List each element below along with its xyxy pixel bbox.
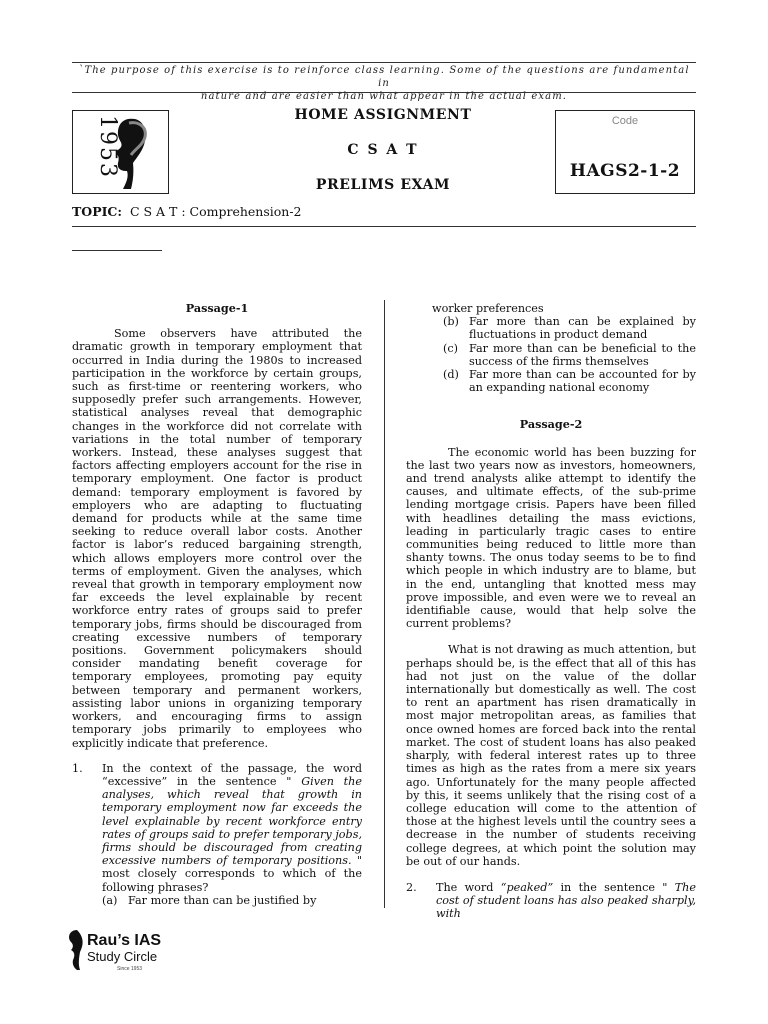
short-rule xyxy=(72,250,162,251)
question-1-quote: Given the analyses, which reveal that growth in temporary employment now far exceeds the level explainable by recent workforce entry rates of groups said to prefer temporary jobs, firms should be discouraged from creating excessive numbers of temporary positions. xyxy=(102,774,363,868)
question-2-stem xyxy=(436,881,696,921)
question-2 xyxy=(406,881,696,921)
footer-logo-mark xyxy=(65,928,195,972)
top-rule xyxy=(72,62,696,63)
topic-rule xyxy=(72,226,696,227)
passage-2-title: Passage-2 xyxy=(519,417,583,432)
title-home-assignment: HOME ASSIGNMENT xyxy=(294,107,472,123)
footer-brand-line-1: Rau’s IAS xyxy=(87,932,162,949)
option-1b[interactable] xyxy=(443,315,696,341)
question-1-tail: " most closely corresponds to which of the following phrases? xyxy=(102,854,362,894)
intro-bottom-rule xyxy=(72,92,696,93)
option-1a[interactable] xyxy=(102,894,362,907)
footer-logo-swirl xyxy=(69,930,83,970)
intro-note xyxy=(78,64,690,103)
option-text: Far more than can be explained by fluctuations in product demand xyxy=(469,315,696,342)
passage-2-para-1: The economic world has been buzzing for the last two years now as investors, homeowners, and trend analysts alike attempt to identify the causes, and ultimate effects, of the sub-prime lending mortgage crisis. Papers have been filled with headlines detailing the mass evictions, leading in particularly tragic cases to entire communities being reduced to little more than shanty towns. The onus today seems to be to find which people in which industry are to blame, but in the end, untangling that knotted mess may prove impossible, and even were we to reveal an identifiable cause, would that help solve the current problems? xyxy=(406,445,696,631)
intro-line-2: nature and are easier than what appear in the actual exam. xyxy=(200,91,568,102)
option-label: (a) xyxy=(102,893,118,907)
topic-label: TOPIC: xyxy=(72,204,122,219)
question-1-stem xyxy=(102,762,362,907)
question-2-quote: The cost of student loans has also peaked sharply, with xyxy=(436,880,697,921)
question-1 xyxy=(72,762,362,907)
code-label: Code xyxy=(611,115,639,127)
topic-line xyxy=(72,204,302,219)
passage-1-text: Some observers have attributed the dramatic growth in temporary employment that occurred in India during the 1980s to increased participation in the workforce by certain groups, such as first-time or reentering workers, who supposedly prefer such arrangements. However, statistical analyses reveal that demographic changes in the workforce did not correlate with variations in the total number of temporary workers. Instead, these analyses suggest that factors affecting employers account for the rise in temporary employment. One factor is product demand: temporary employment is favored by employers who are adapting to fluctuating demand for products while at the same time seeking to reduce overall labor costs. Another factor is labor’s reduced bargaining strength, which allows employers more control over the terms of employment. Given the analyses, which reveal that growth in temporary employment now far exceeds the level explainable by recent workforce entry rates of groups said to prefer temporary jobs, firms should be discouraged from creating excessive numbers of temporary positions. Government policymakers should consider mandating benefit coverage for temporary employees, promoting pay equity between temporary and permanent workers, assisting labor unions in organizing temporary workers, and encouraging firms to assign temporary jobs primarily to employees who explicitly indicate that preference. xyxy=(72,327,362,750)
intro-line-1: `The purpose of this exercise is to reinforce class learning. Some of the questions are fundamental in xyxy=(78,65,690,89)
footer-brand-line-2: Study Circle xyxy=(87,949,158,964)
topic-value: C S A T : Comprehension-2 xyxy=(129,204,302,219)
question-1-lead: In the context of the passage, the word “excessive” in the sentence " xyxy=(102,761,362,788)
option-text: Far more than can be beneficial to the success of the firms themselves xyxy=(469,341,696,368)
right-column xyxy=(406,302,696,921)
question-2-lead: The word xyxy=(436,880,494,894)
option-label: (d) xyxy=(443,368,459,382)
option-text: Far more than can be justified by xyxy=(128,893,317,907)
question-2-word: “peaked” xyxy=(500,880,554,894)
title-csat: C S A T xyxy=(347,142,419,158)
footer-logo xyxy=(65,928,195,972)
option-text-continued: worker preferences xyxy=(432,302,544,315)
passage-2-para-2: What is not drawing as much attention, but perhaps should be, is the effect that all of this has had not just on the value of the dollar internationally but domestically as well. The cost to rent an apartment has risen dramatically in most major metropolitan areas, as families that once owned homes are forced back into the rental market. The cost of student loans has also peaked sharply, with federal interest rates up to three times as high as the rates from a mere six years ago. Unfortunately for the many people affected by this, it seems unlikely that the rising cost of a college education will come to the attention of those at the highest levels until the country sees a decrease in the number of students receiving college degrees, at which point the solution may be out of our hands. xyxy=(406,643,696,868)
option-1c[interactable] xyxy=(443,342,696,368)
question-2-mid: in the sentence " xyxy=(560,880,668,894)
code-box xyxy=(555,110,695,194)
footer-since: Since 1953 xyxy=(117,966,143,972)
question-2-number: 2. xyxy=(406,880,417,894)
code-value: HAGS2-1-2 xyxy=(569,161,681,181)
option-1d[interactable] xyxy=(443,368,696,394)
column-divider xyxy=(384,300,385,908)
title-prelims-exam: PRELIMS EXAM xyxy=(315,177,451,193)
logo-year-text: 1953 xyxy=(95,115,120,179)
option-1a-continued xyxy=(406,302,696,315)
passage-1-title: Passage-1 xyxy=(185,301,249,315)
option-text: Far more than can be accounted for by an expanding national economy xyxy=(469,368,696,395)
left-column xyxy=(72,302,362,907)
logo-box xyxy=(72,110,169,194)
question-1-number: 1. xyxy=(72,761,83,775)
institute-logo xyxy=(73,111,168,193)
option-label: (b) xyxy=(443,315,459,329)
option-label: (c) xyxy=(443,341,458,355)
